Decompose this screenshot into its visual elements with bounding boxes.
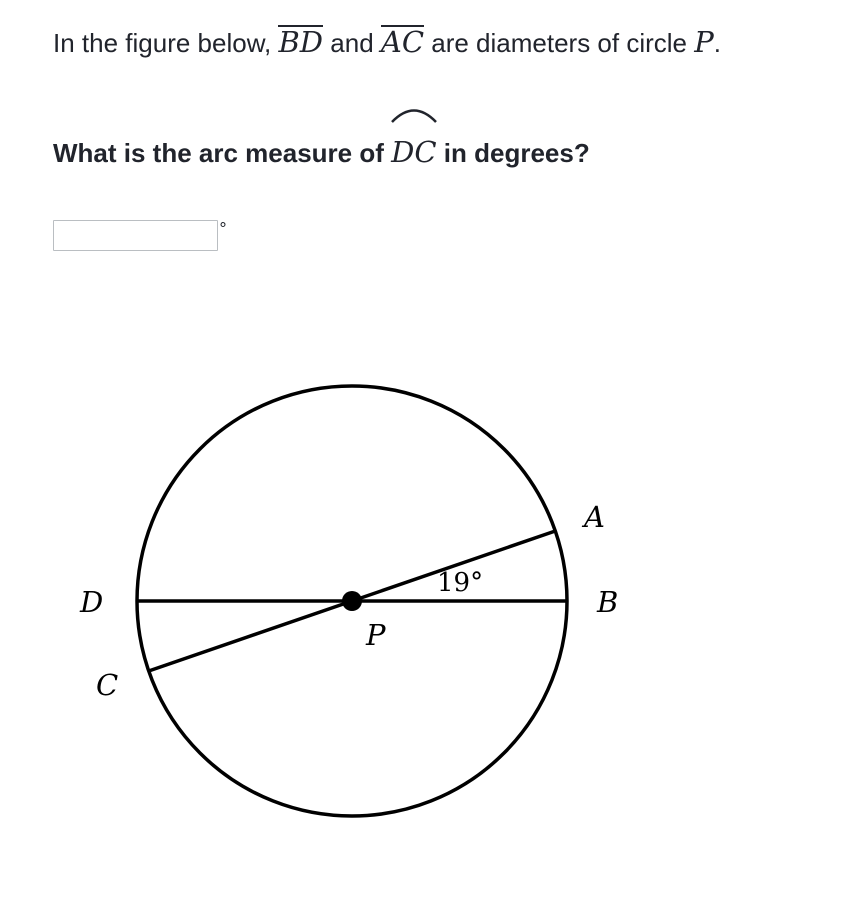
intro-text-after: are diameters of circle — [424, 28, 695, 58]
degree-unit: ° — [219, 219, 227, 238]
prompt-text-before: What is the arc measure of — [53, 138, 392, 168]
circle-name: P — [694, 25, 714, 59]
arc-name: DC — [391, 135, 437, 169]
segment-ac: AC — [380, 25, 425, 59]
point-label-b: B — [597, 585, 619, 619]
point-label-a: A — [584, 500, 605, 534]
point-label-p: P — [366, 618, 386, 652]
angle-apb-label: 19° — [437, 568, 484, 598]
intro-text-before: In the figure below, — [53, 28, 279, 58]
prompt-text-after: in degrees? — [436, 138, 590, 168]
segment-bd: BD — [278, 25, 324, 59]
center-point-p — [342, 591, 362, 611]
point-label-d: D — [80, 585, 104, 619]
intro-text-and: and — [323, 28, 381, 58]
point-label-c: C — [96, 668, 119, 702]
intro-text-end: . — [713, 28, 721, 58]
